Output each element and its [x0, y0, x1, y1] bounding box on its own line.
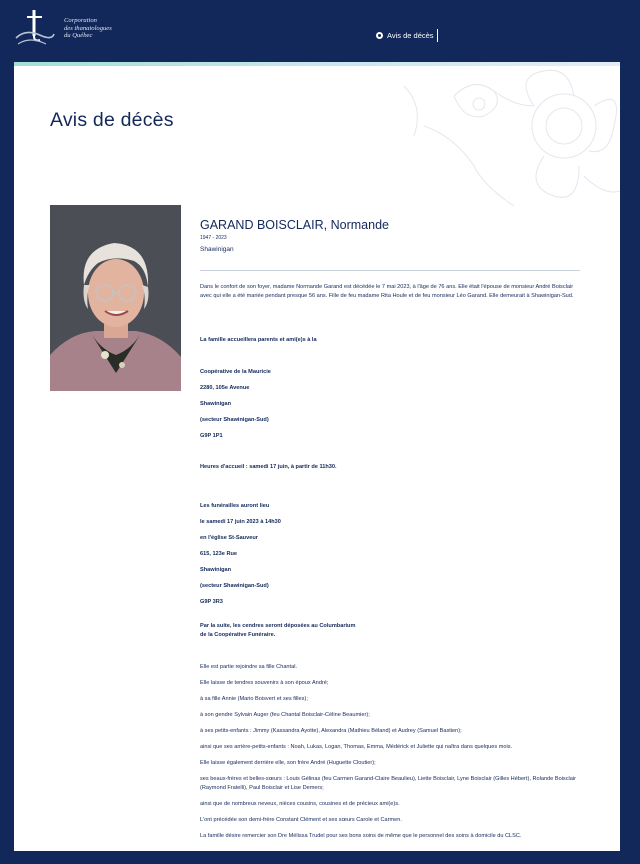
funerailles-line: Les funérailles auront lieu	[200, 503, 270, 509]
logo-line: des thanatologues	[64, 24, 112, 32]
floral-decoration-icon	[394, 66, 620, 216]
nav-link-avis-de-deces[interactable]	[376, 31, 434, 40]
main-content	[14, 66, 620, 851]
deceased-name	[200, 218, 389, 232]
deceased-years: 1947 - 2023	[200, 235, 227, 241]
funerailles-line: 615, 123e Rue	[200, 551, 238, 557]
obituary-heures: Heures d'accueil : samedi 17 juin, à partir de 11h30.	[200, 464, 337, 470]
survivant-line: La famille désire remercier son Dre Mélissa Trudel pour ses bons soins de même que le personnel des soins à domicile du CLSC.	[200, 833, 522, 839]
survivant-line: L'ont précédée son demi-frère Constant Clément et ses sœurs Carole et Carmen.	[200, 817, 402, 823]
survivant-line: ses beaux-frères et belles-sœurs : Louis Gélinas (feu Carmen Garand-Claire Beaulieu), Liette Boisclair, Lyne Boisclair (Gilles Hébert), Rolande Boisclair (Raymond Fratelli), Paul Boisclair et Lise Demers;	[200, 776, 576, 791]
survivant-line: à sa fille Annie (Mario Boisvert et ses filles);	[200, 696, 308, 702]
funerailles-line: en l'église St-Sauveur	[200, 535, 258, 541]
bullet-icon	[376, 32, 383, 39]
page-title: Avis de décès	[50, 109, 174, 131]
survivant-line: ainsi que ses arrière-petits-enfants : Noah, Lukas, Logan, Thomas, Emma, Médérick et Juliette qui naîtra dans quelques mois.	[200, 744, 513, 750]
logo-icon[interactable]	[12, 6, 56, 50]
deceased-first-name: Normande	[330, 218, 389, 232]
obituary-intro: Dans le confort de son foyer, madame Normande Garand est décédée le 7 mai 2023, à l'âge de 76 ans. Elle était l'épouse de monsieur André Boisclair avec qui elle a été mariée pendant presque 56 ans. Fille de feu madame Rita Houle et de feu monsieur Léo Garand. Elle demeurait à Shawinigan-Sud.	[200, 284, 574, 299]
survivant-line: à ses petits-enfants : Jimmy (Kassandra Ayotte), Alexandra (Mathieu Béland) et Audrey (Samuel Bastien);	[200, 728, 462, 734]
lieu-accueil-line: Shawinigan	[200, 401, 232, 407]
survivant-line: Elle est partie rejoindre sa fille Chantal.	[200, 664, 298, 670]
nav-divider	[437, 29, 438, 42]
lieu-accueil-line: G9P 1P1	[200, 433, 223, 439]
survivant-line: Elle laisse de tendres souvenirs à son époux André;	[200, 680, 329, 686]
obituary-famille: La famille accueillera parents et ami(e)s à la	[200, 337, 317, 343]
logo-line: Corporation	[64, 17, 97, 24]
deceased-city: Shawinigan	[200, 246, 234, 253]
cendres-line: de la Coopérative Funéraire.	[200, 632, 276, 638]
nav-label: Avis de décès	[387, 31, 434, 40]
portrait-photo	[50, 205, 181, 391]
logo-text	[64, 17, 112, 40]
cendres-line: Par la suite, les cendres seront déposées au Columbarium	[200, 623, 356, 629]
survivant-line: Elle laisse également derrière elle, son frère André (Huguette Cloutier);	[200, 760, 376, 766]
funerailles-line: Shawinigan	[200, 567, 232, 573]
survivant-line: à son gendre Sylvain Auger (feu Chantal Boisclair-Céline Beaumier);	[200, 712, 370, 718]
funerailles-line: G9P 3R3	[200, 599, 223, 605]
logo-line: du Québec	[64, 32, 93, 40]
portrait-image	[50, 205, 181, 391]
lieu-accueil-line: Coopérative de la Mauricie	[200, 369, 271, 375]
survivant-line: ainsi que de nombreux neveux, nièces cousins, cousines et de précieux ami(e)s.	[200, 801, 400, 807]
divider	[200, 270, 580, 271]
deceased-last-name: GARAND BOISCLAIR,	[200, 218, 328, 232]
header-bar	[0, 0, 640, 62]
lieu-accueil-line: (secteur Shawinigan-Sud)	[200, 417, 269, 423]
lieu-accueil-line: 2280, 105e Avenue	[200, 385, 250, 391]
funerailles-line: (secteur Shawinigan-Sud)	[200, 583, 269, 589]
funerailles-line: le samedi 17 juin 2023 à 14h30	[200, 519, 281, 525]
